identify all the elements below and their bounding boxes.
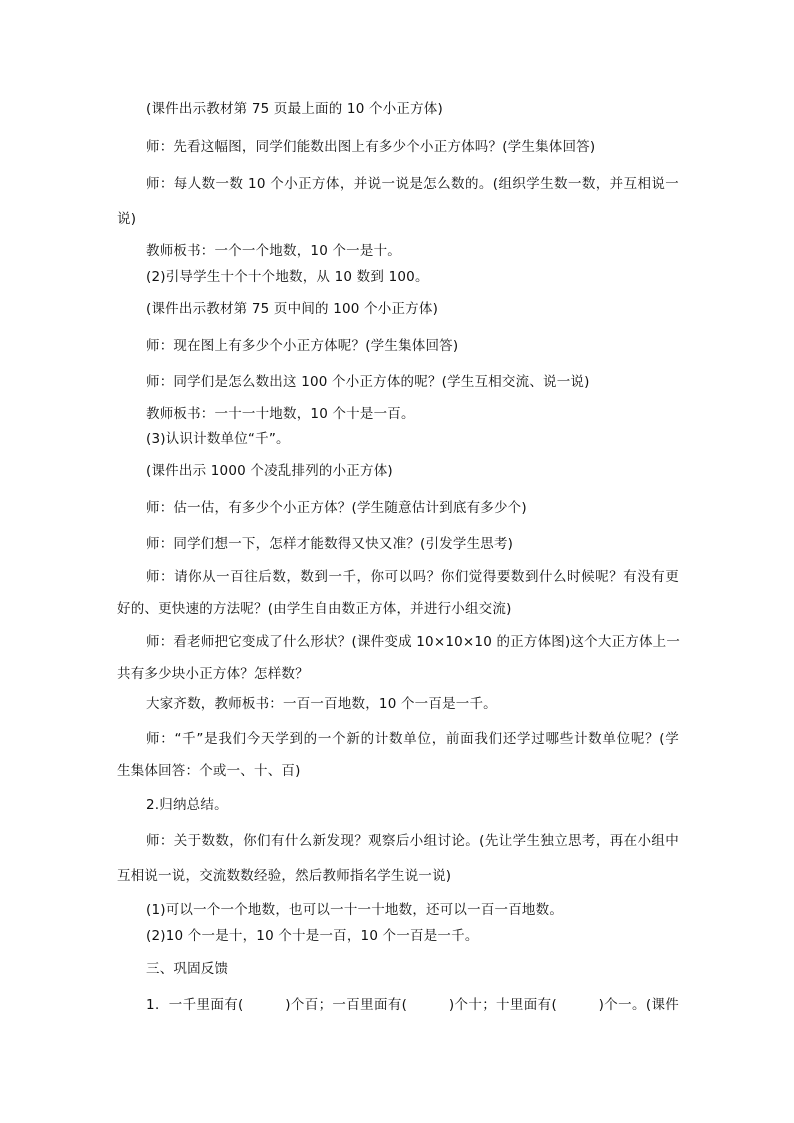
paragraph-line: 师：“千”是我们今天学到的一个新的计数单位，前面我们还学过哪些计数单位呢？(学 [146,731,679,747]
paragraph-line: 师：先看这幅图，同学们能数出图上有多少个小正方体吗？(学生集体回答) [146,139,596,155]
paragraph-line: 师：关于数数，你们有什么新发现？观察后小组讨论。(先让学生独立思考，再在小组中 [146,833,679,849]
paragraph-line: 师：同学们想一下，怎样才能数得又快又准？(引发学生思考) [146,536,514,552]
section-heading: 2.归纳总结。 [146,797,228,813]
paragraph-line: (2)引导学生十个十个地数，从 10 数到 100。 [146,269,429,285]
paragraph-line: 师：每人数一数 10 个小正方体，并说一说是怎么数的。(组织学生数一数，并互相说一 [146,176,679,192]
paragraph-line: 1．一千里面有( )个百；一百里面有( )个十；十里面有( )个一。(课件 [146,997,679,1013]
paragraph-line: 教师板书：一个一个地数，10 个一是十。 [146,243,401,259]
paragraph-line: 师：估一估，有多少个小正方体？(学生随意估计到底有多少个) [146,500,527,516]
paragraph-line: 说) [117,211,137,227]
paragraph-line: 共有多少块小正方体？怎样数？ [117,666,309,682]
paragraph-line: 教师板书：一十一十地数，10 个十是一百。 [146,406,415,422]
section-heading: 三、巩固反馈 [146,961,229,977]
paragraph-line: 师：请你从一百往后数，数到一千，你可以吗？你们觉得要数到什么时候呢？有没有更 [146,569,679,585]
paragraph-line: (课件出示教材第 75 页最上面的 10 个小正方体) [146,101,443,117]
paragraph-line: 互相说一说，交流数数经验，然后教师指名学生说一说) [117,868,452,884]
paragraph-line: 师：看老师把它变成了什么形状？(课件变成 10×10×10 的正方体图)这个大正方体上一 [146,634,681,650]
paragraph-line: 大家齐数，教师板书：一百一百地数，10 个一百是一千。 [146,696,497,712]
paragraph-line: (课件出示教材第 75 页中间的 100 个小正方体) [146,301,439,317]
paragraph-line: 师：现在图上有多少个小正方体呢？(学生集体回答) [146,338,459,354]
paragraph-line: (1)可以一个一个地数，也可以一十一十地数，还可以一百一百地数。 [146,902,564,918]
paragraph-line: 生集体回答：个或一、十、百) [117,763,301,779]
paragraph-line: (2)10 个一是十，10 个十是一百，10 个一百是一千。 [146,928,479,944]
paragraph-line: (3)认识计数单位“千”。 [146,431,290,447]
paragraph-line: 好的、更快速的方法呢？(由学生自由数正方体，并进行小组交流) [117,601,512,617]
paragraph-line: (课件出示 1000 个凌乱排列的小正方体) [146,463,393,479]
paragraph-line: 师：同学们是怎么数出这 100 个小正方体的呢？(学生互相交流、说一说) [146,374,590,390]
